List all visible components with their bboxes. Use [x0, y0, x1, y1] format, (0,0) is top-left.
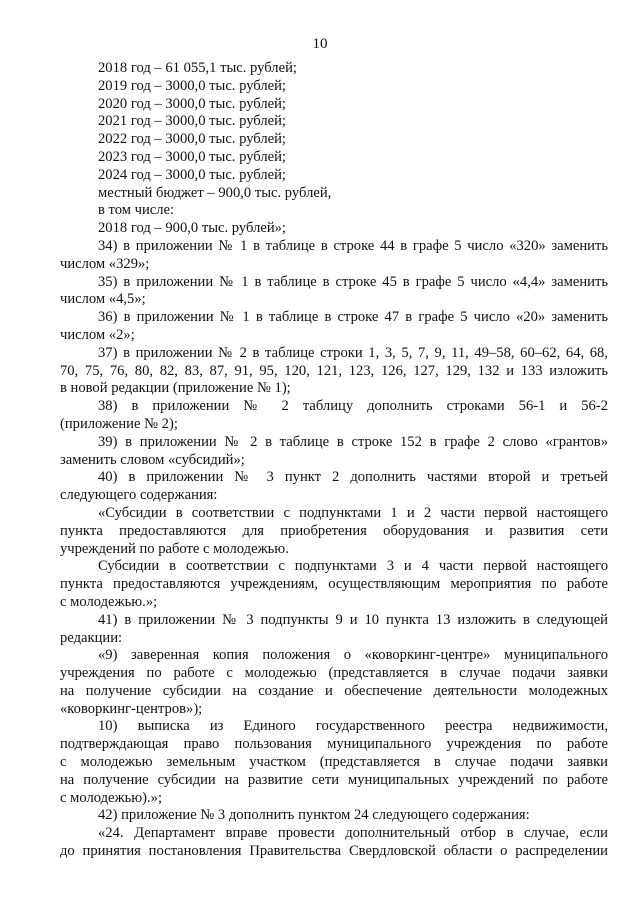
- text-line: следующего содержания:: [60, 487, 218, 504]
- text-line: «Субсидии в соответствии с подпунктами 1 и 2 части первой настоящего: [98, 504, 608, 521]
- text-line: 2024 год – 3000,0 тыс. рублей;: [98, 166, 286, 183]
- text-line: с молодежью.»;: [60, 593, 158, 610]
- text-line: пункта предоставляются учреждениям, осуществляющим мероприятия по работе: [60, 576, 608, 593]
- text-line: 2021 год – 3000,0 тыс. рублей;: [98, 113, 286, 130]
- text-line: 70, 75, 76, 80, 82, 83, 87, 91, 95, 120, 121, 123, 126, 127, 129, 132 и 133 изложить: [60, 362, 608, 379]
- text-line: 35) в приложении № 1 в таблице в строке 45 в графе 5 число «4,4» заменить: [98, 273, 608, 290]
- text-line: (приложение № 2);: [60, 415, 178, 432]
- text-line: 2018 год – 61 055,1 тыс. рублей;: [98, 60, 297, 76]
- text-line: подтверждающая право пользования муниципального учреждения по работе: [60, 736, 608, 753]
- document-body: [60, 60, 608, 861]
- text-line: учреждения по работе с молодежью (представляется в случае подачи заявки: [60, 665, 608, 682]
- text-line: Субсидии в соответствии с подпунктами 3 и 4 части первой настоящего: [98, 558, 608, 575]
- page-number: 10: [312, 36, 328, 52]
- text-line: 2023 год – 3000,0 тыс. рублей;: [98, 148, 286, 165]
- text-line: 38) в приложении № 2 таблицу дополнить строками 56-1 и 56-2: [98, 398, 608, 415]
- text-line: на получение субсидии на развитие сети муниципальных учреждений по работе: [60, 771, 608, 788]
- text-line: «коворкинг-центров»);: [60, 700, 203, 717]
- text-line: на получение субсидии на создание и обеспечение деятельности молодежных: [60, 682, 608, 699]
- text-line: 39) в приложении № 2 в таблице в строке 152 в графе 2 слово «грантов»: [98, 433, 608, 450]
- text-line: «24. Департамент вправе провести дополнительный отбор в случае, если: [98, 825, 608, 842]
- text-line: учреждений по работе с молодежью.: [60, 540, 289, 557]
- text-line: 2022 год – 3000,0 тыс. рублей;: [98, 131, 286, 148]
- text-line: 2020 год – 3000,0 тыс. рублей;: [98, 95, 286, 112]
- text-line: 40) в приложении № 3 пункт 2 дополнить частями второй и третьей: [98, 469, 608, 486]
- text-line: 42) приложение № 3 дополнить пунктом 24 следующего содержания:: [98, 807, 530, 824]
- text-line: числом «329»;: [60, 255, 150, 272]
- text-line: «9) заверенная копия положения о «коворкинг-центре» муниципального: [98, 647, 608, 664]
- text-line: 34) в приложении № 1 в таблице в строке 44 в графе 5 число «320» заменить: [98, 237, 608, 254]
- text-line: заменить словом «субсидий»;: [60, 451, 245, 468]
- text-line: пункта предоставляются для приобретения оборудования и развития сети: [60, 522, 608, 539]
- text-line: местный бюджет – 900,0 тыс. рублей,: [98, 184, 332, 201]
- text-line: в новой редакции (приложение № 1);: [60, 380, 291, 397]
- text-line: с молодежью).»;: [60, 789, 163, 806]
- text-line: 36) в приложении № 1 в таблице в строке 47 в графе 5 число «20» заменить: [98, 309, 608, 326]
- text-line: 41) в приложении № 3 подпункты 9 и 10 пункта 13 изложить в следующей: [98, 611, 608, 628]
- text-line: до принятия постановления Правительства Свердловской области о распределении: [60, 843, 608, 860]
- text-line: 37) в приложении № 2 в таблице строки 1, 3, 5, 7, 9, 11, 49–58, 60–62, 64, 68,: [98, 344, 608, 361]
- text-line: в том числе:: [98, 202, 175, 219]
- text-line: 2019 год – 3000,0 тыс. рублей;: [98, 77, 286, 94]
- text-line: числом «2»;: [60, 326, 135, 343]
- text-line: 2018 год – 900,0 тыс. рублей»;: [98, 220, 286, 237]
- text-line: 10) выписка из Единого государственного реестра недвижимости,: [98, 718, 608, 735]
- text-line: с молодежью земельным участком (представляется в случае подачи заявки: [60, 754, 608, 771]
- text-line: редакции:: [60, 629, 123, 646]
- text-line: числом «4,5»;: [60, 291, 146, 308]
